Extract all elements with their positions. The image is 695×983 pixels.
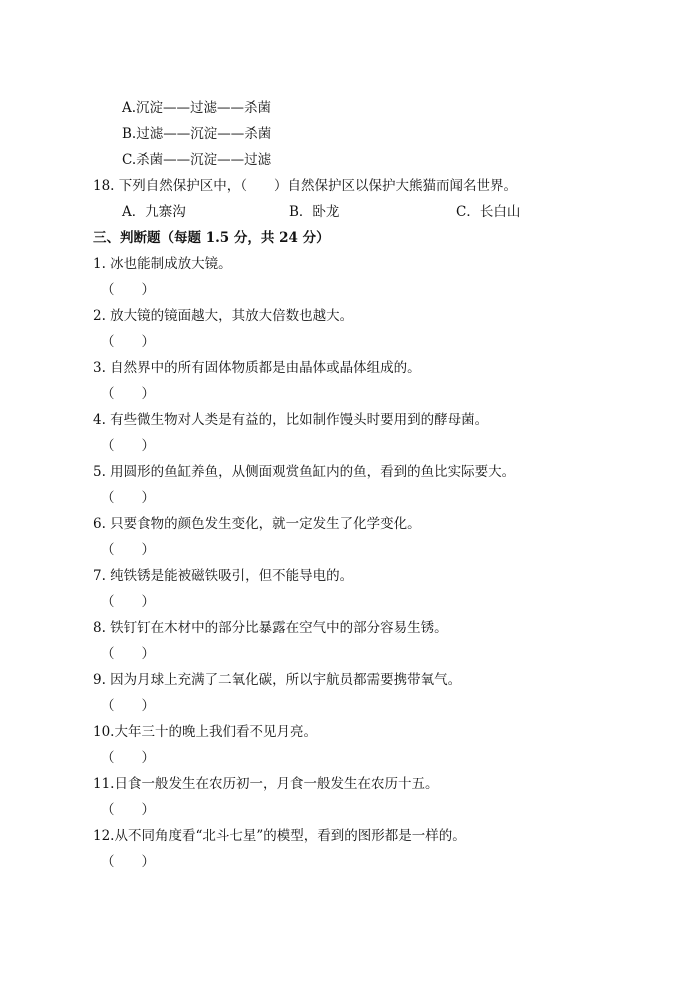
- answer-blank-3[interactable]: （ ）: [101, 386, 155, 402]
- tf-question-2: 2. 放大镜的镜面越大，其放大倍数也越大。: [93, 308, 354, 324]
- answer-blank-10[interactable]: （ ）: [101, 750, 155, 766]
- q17-option-c: C.杀菌——沉淀——过滤: [122, 152, 272, 168]
- answer-blank-6[interactable]: （ ）: [101, 542, 155, 558]
- tf-question-8: 8. 铁钉钉在木材中的部分比暴露在空气中的部分容易生锈。: [93, 620, 448, 636]
- q18-stem: 18. 下列自然保护区中，（ ）自然保护区以保护大熊猫而闻名世界。: [93, 178, 518, 194]
- answer-blank-5[interactable]: （ ）: [101, 490, 155, 506]
- answer-blank-12[interactable]: （ ）: [101, 854, 155, 870]
- tf-question-1: 1. 冰也能制成放大镜。: [93, 256, 232, 272]
- q18-option-a: A．九寨沟: [122, 204, 186, 220]
- tf-question-5: 5. 用圆形的鱼缸养鱼，从侧面观赏鱼缸内的鱼，看到的鱼比实际要大。: [93, 464, 516, 480]
- tf-question-6: 6. 只要食物的颜色发生变化，就一定发生了化学变化。: [93, 516, 421, 532]
- section-heading: 三、判断题（每题 1.5 分，共 24 分）: [93, 230, 330, 246]
- tf-question-11: 11.日食一般发生在农历初一，月食一般发生在农历十五。: [93, 776, 439, 792]
- q17-option-a: A.沉淀——过滤——杀菌: [122, 100, 272, 116]
- answer-blank-1[interactable]: （ ）: [101, 282, 155, 298]
- tf-question-4: 4. 有些微生物对人类是有益的，比如制作馒头时要用到的酵母菌。: [93, 412, 489, 428]
- q18-option-c: C．长白山: [456, 204, 521, 220]
- tf-question-3: 3. 自然界中的所有固体物质都是由晶体或晶体组成的。: [93, 360, 421, 376]
- answer-blank-9[interactable]: （ ）: [101, 698, 155, 714]
- tf-question-7: 7. 纯铁锈是能被磁铁吸引，但不能导电的。: [93, 568, 354, 584]
- answer-blank-2[interactable]: （ ）: [101, 334, 155, 350]
- answer-blank-4[interactable]: （ ）: [101, 438, 155, 454]
- answer-blank-8[interactable]: （ ）: [101, 646, 155, 662]
- tf-question-12: 12.从不同角度看“北斗七星”的模型，看到的图形都是一样的。: [93, 828, 466, 844]
- q17-option-b: B.过滤——沉淀——杀菌: [122, 126, 272, 142]
- answer-blank-7[interactable]: （ ）: [101, 594, 155, 610]
- q18-option-b: B．卧龙: [289, 204, 340, 220]
- answer-blank-11[interactable]: （ ）: [101, 802, 155, 818]
- tf-question-10: 10.大年三十的晚上我们看不见月亮。: [93, 724, 317, 740]
- tf-question-9: 9. 因为月球上充满了二氧化碳，所以宇航员都需要携带氧气。: [93, 672, 462, 688]
